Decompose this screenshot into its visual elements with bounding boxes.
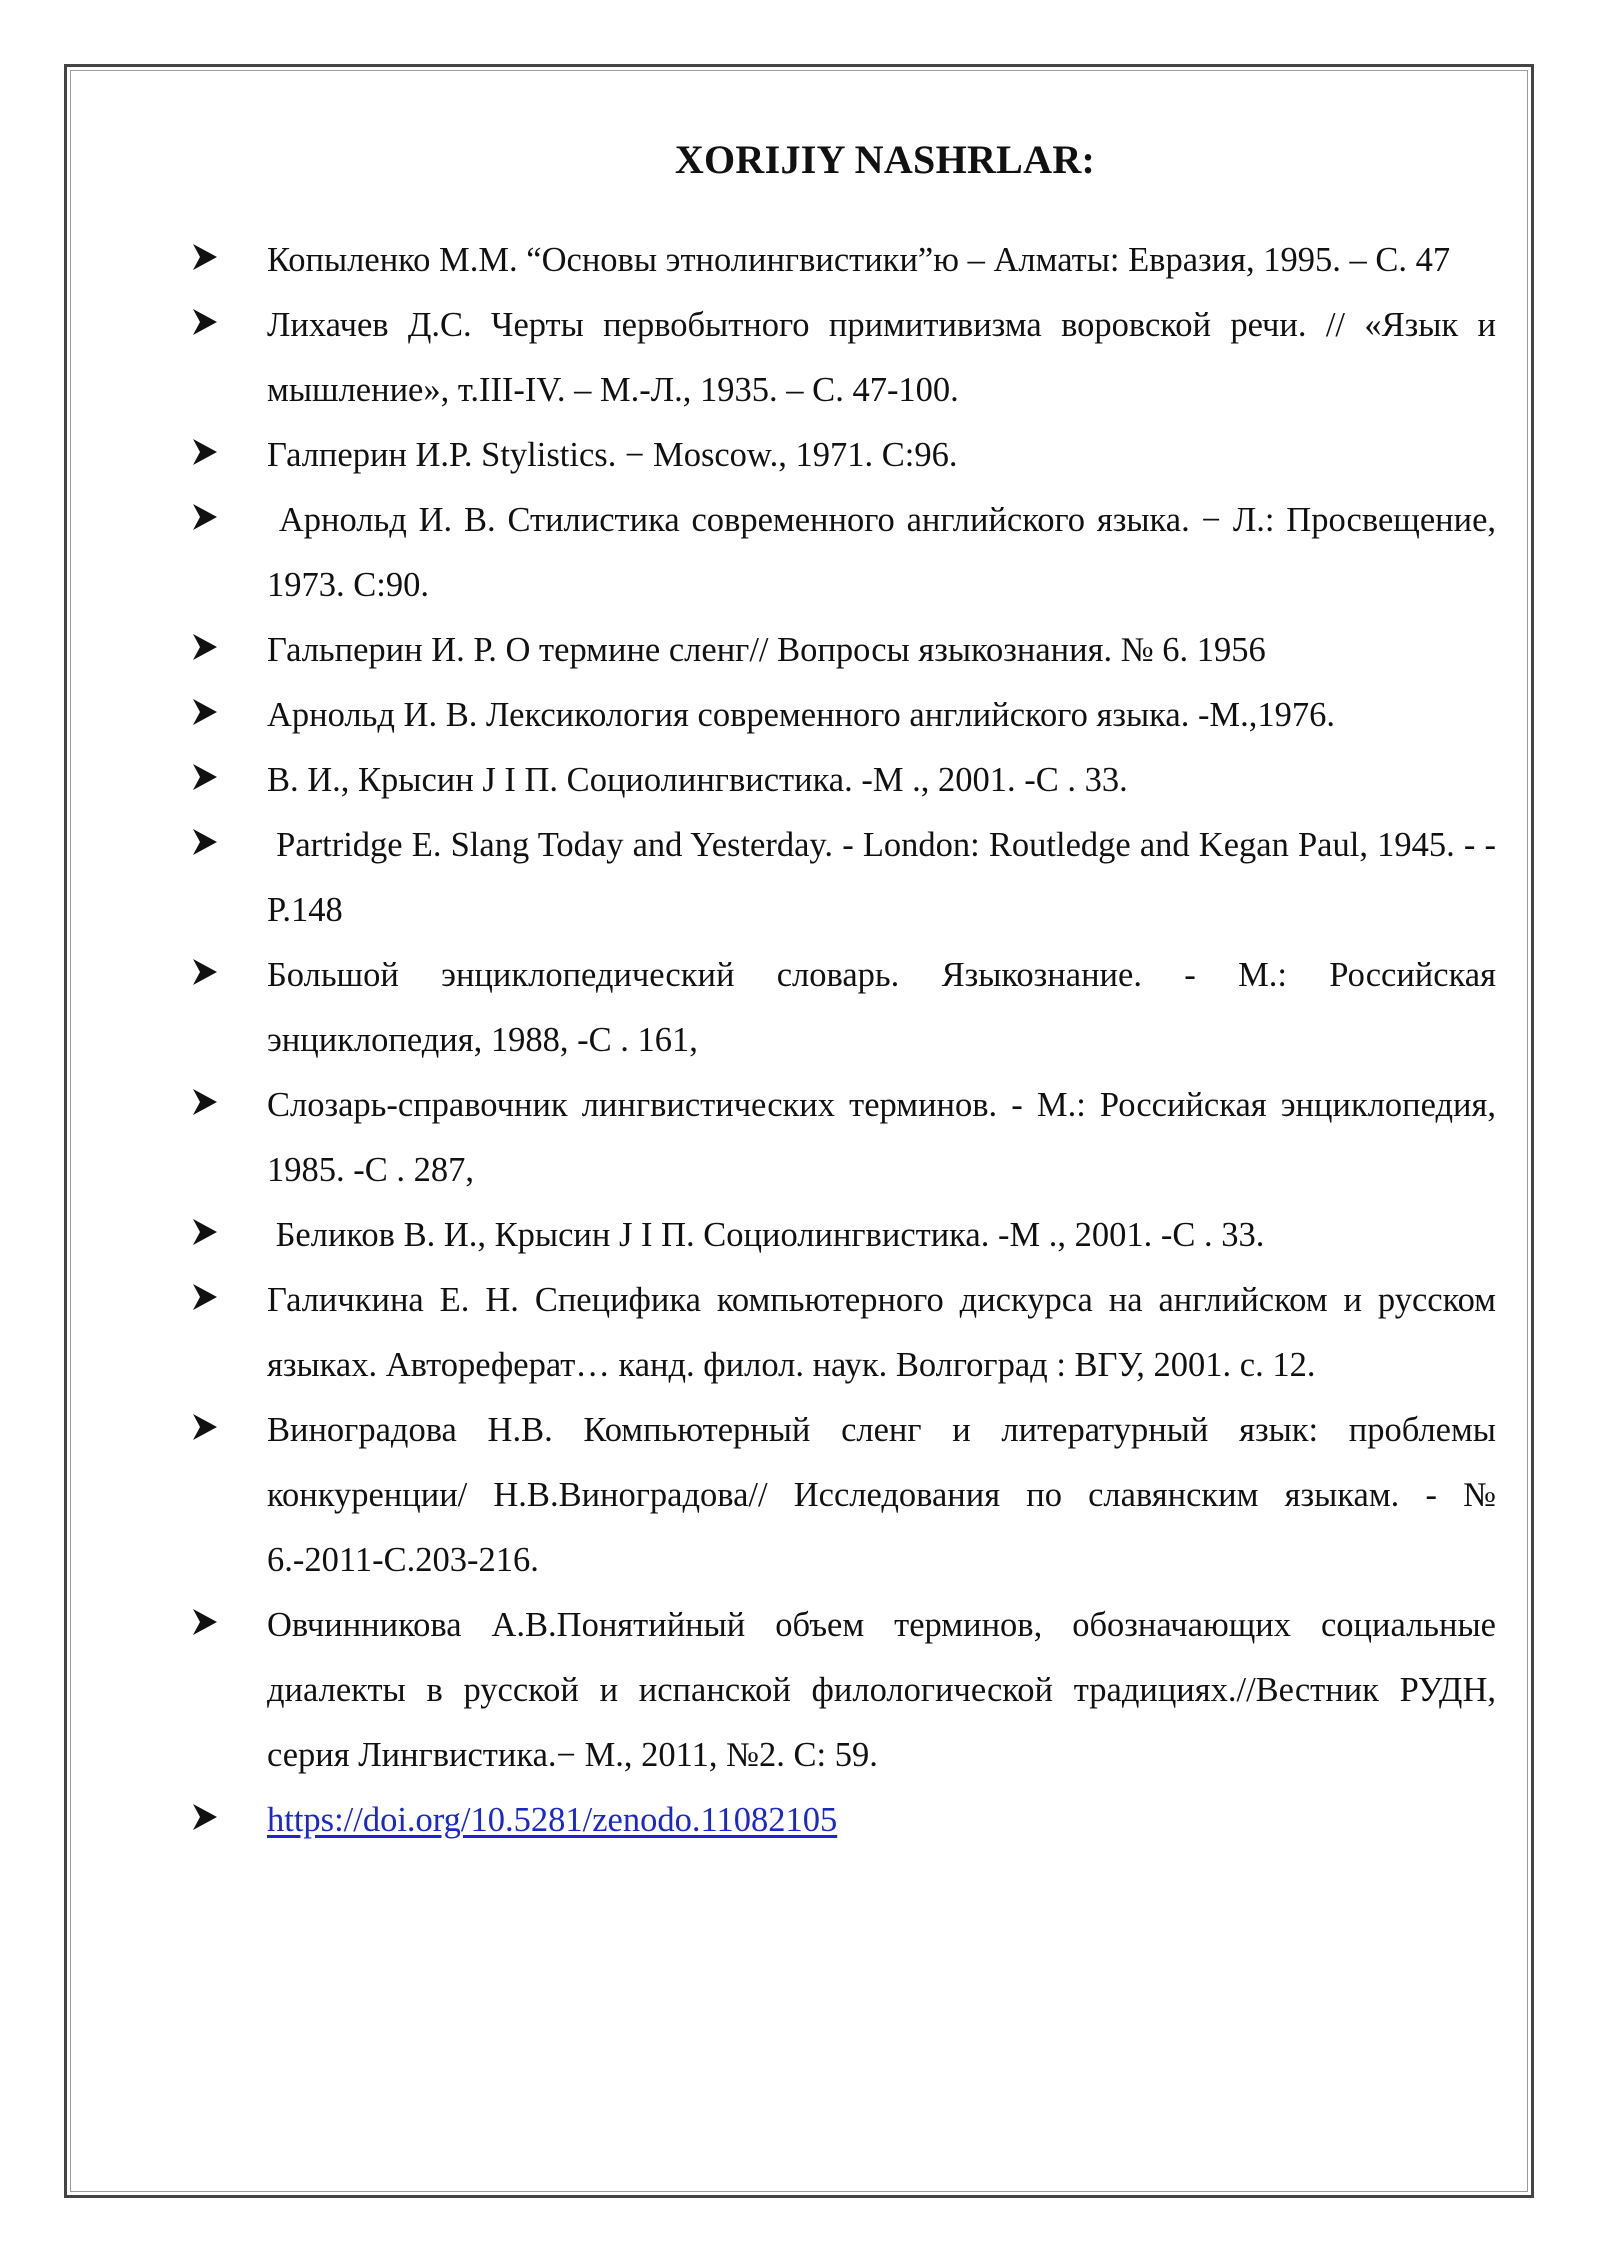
- arrowhead-bullet-icon: [192, 308, 218, 336]
- list-item: [192, 683, 1496, 748]
- reference-text: Слозарь-справочник лингвистических терминов. - М.: Российская энциклопедия, 1985. -С . 287,: [267, 1086, 1496, 1189]
- arrowhead-bullet-icon: [192, 1803, 218, 1831]
- reference-text: Беликов В. И., Крысин J I П. Социолингвистика. -М ., 2001. -С . 33.: [267, 1216, 1265, 1254]
- reference-text: Большой энциклопедический словарь. Языкознание. - М.: Российская энциклопедия, 1988, -С . 161,: [267, 956, 1496, 1059]
- reference-text: Арнольд И. В. Лексикология современного английского языка. -М.,1976.: [267, 696, 1335, 734]
- list-item: [192, 423, 1496, 488]
- list-item: [192, 1203, 1496, 1268]
- list-item: [192, 618, 1496, 683]
- list-item: [192, 1268, 1496, 1398]
- list-item: [192, 943, 1496, 1073]
- reference-text: Арнольд И. В. Стилистика современного английского языка. − Л.: Просвещение, 1973. С:90.: [267, 501, 1505, 604]
- list-item: [192, 228, 1496, 293]
- reference-text: Гальперин И. Р. О термине сленг// Вопросы языкознания. № 6. 1956: [267, 631, 1266, 669]
- list-item: [192, 1788, 1496, 1853]
- arrowhead-bullet-icon: [192, 1608, 218, 1636]
- arrowhead-bullet-icon: [192, 1413, 218, 1441]
- arrowhead-bullet-icon: [192, 698, 218, 726]
- arrowhead-bullet-icon: [192, 503, 218, 531]
- reference-text: Овчинникова А.В.Понятийный объем терминов, обозначающих социальные диалекты в русской и испанской филологической традициях.//Вестник РУДН, серия Лингвистика.− М., 2011, №2. С: 59.: [267, 1606, 1496, 1774]
- arrowhead-bullet-icon: [192, 1088, 218, 1116]
- reference-text: Partridge E. Slang Today and Yesterday. - London: Routledge and Kegan Paul, 1945. - -P.148: [267, 826, 1496, 929]
- list-item: [192, 748, 1496, 813]
- arrowhead-bullet-icon: [192, 1283, 218, 1311]
- arrowhead-bullet-icon: [192, 828, 218, 856]
- doi-link[interactable]: https://doi.org/10.5281/zenodo.11082105: [267, 1801, 838, 1839]
- arrowhead-bullet-icon: [192, 763, 218, 791]
- list-item: [192, 1398, 1496, 1593]
- arrowhead-bullet-icon: [192, 243, 218, 271]
- list-item: [192, 1593, 1496, 1788]
- arrowhead-bullet-icon: [192, 438, 218, 466]
- reference-list: [192, 228, 1505, 1853]
- reference-text: Галичкина Е. Н. Специфика компьютерного дискурса на английском и русском языках. Автореферат… канд. филол. наук. Волгоград : ВГУ, 2001. с. 12.: [267, 1281, 1496, 1384]
- list-item: [192, 488, 1505, 618]
- page-title: XORIJIY NASHRLAR:: [674, 137, 1096, 182]
- reference-text: Лихачев Д.С. Черты первобытного примитивизма воровской речи. // «Язык и мышление», т.III-IV. – М.-Л., 1935. – С. 47-100.: [267, 306, 1496, 409]
- reference-text: Виноградова Н.В. Компьютерный сленг и литературный язык: проблемы конкуренции/ Н.В.Виноградова// Исследования по славянским языкам. - № 6.-2011-С.203-216.: [267, 1411, 1496, 1579]
- arrowhead-bullet-icon: [192, 1218, 218, 1246]
- reference-text: Копыленко М.М. “Основы этнолингвистики”ю – Алматы: Евразия, 1995. – С. 47: [267, 241, 1451, 279]
- arrowhead-bullet-icon: [192, 958, 218, 986]
- arrowhead-bullet-icon: [192, 633, 218, 661]
- reference-text: В. И., Крысин J I П. Социолингвистика. -М ., 2001. -С . 33.: [267, 761, 1128, 799]
- list-item: [192, 1073, 1496, 1203]
- list-item: [192, 813, 1496, 943]
- reference-text: Галперин И.Р. Stylistics. − Moscow., 1971. С:96.: [267, 436, 958, 474]
- list-item: [192, 293, 1496, 423]
